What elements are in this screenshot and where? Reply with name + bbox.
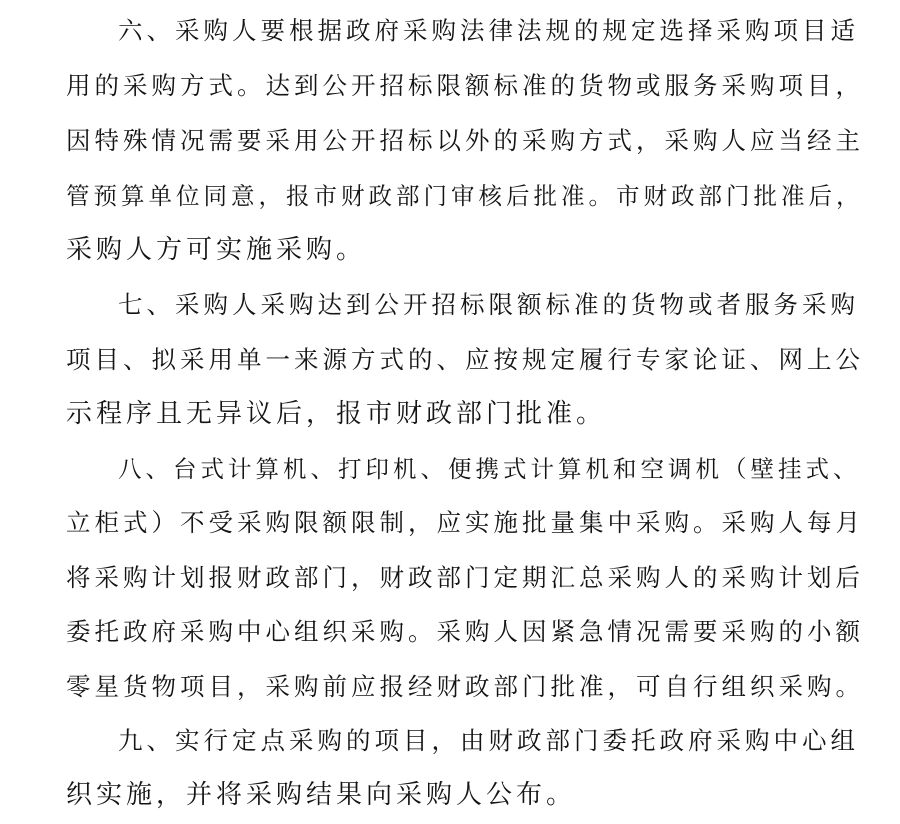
text-line-content: 用的采购方式。达到公开招标限额标准的货物或服务采购项目， <box>66 71 864 100</box>
text-line <box>0 221 900 279</box>
text-line-content: 采购人方可实施采购。 <box>66 235 367 265</box>
text-line-content: 六、采购人要根据政府采购法律法规的规定选择采购项目适 <box>118 16 859 45</box>
text-line-content: 将采购计划报财政部门，财政部门定期汇总采购人的采购计划后 <box>66 563 864 592</box>
text-line <box>0 440 900 498</box>
text-line-content: 项目、拟采用单一来源方式的、应按规定履行专家论证、网上公 <box>66 345 864 374</box>
text-line <box>0 603 900 661</box>
text-line-content: 织实施，并将采购结果向采购人公布。 <box>66 780 577 810</box>
text-line-content: 因特殊情况需要采用公开招标以外的采购方式，采购人应当经主 <box>66 126 864 155</box>
text-line <box>0 766 900 824</box>
text-line-content: 九、实行定点采购的项目，由财政部门委托政府采购中心组 <box>118 726 859 755</box>
text-line-content: 管预算单位同意，报市财政部门审核后批准。市财政部门批准后， <box>66 182 864 210</box>
text-line <box>0 57 900 115</box>
text-line <box>0 167 900 225</box>
text-line <box>0 549 900 607</box>
text-line <box>0 331 900 389</box>
text-line <box>0 712 900 770</box>
text-line <box>0 276 900 334</box>
text-line-content: 立柜式）不受采购限额限制，应实施批量集中采购。采购人每月 <box>66 508 864 537</box>
text-line-content: 委托政府采购中心组织采购。采购人因紧急情况需要采购的小额 <box>66 617 864 646</box>
text-line <box>0 2 900 60</box>
text-line-content: 示程序且无异议后，报市财政部门批准。 <box>66 399 607 429</box>
text-line-content: 七、采购人采购达到公开招标限额标准的货物或者服务采购 <box>118 290 859 319</box>
text-line <box>0 112 900 170</box>
text-line <box>0 494 900 552</box>
text-line <box>0 658 900 716</box>
text-line-content: 八、台式计算机、打印机、便携式计算机和空调机（壁挂式、 <box>118 455 861 483</box>
text-line-content: 零星货物项目，采购前应报经财政部门批准，可自行组织采购。 <box>66 672 864 701</box>
text-line <box>0 385 900 443</box>
